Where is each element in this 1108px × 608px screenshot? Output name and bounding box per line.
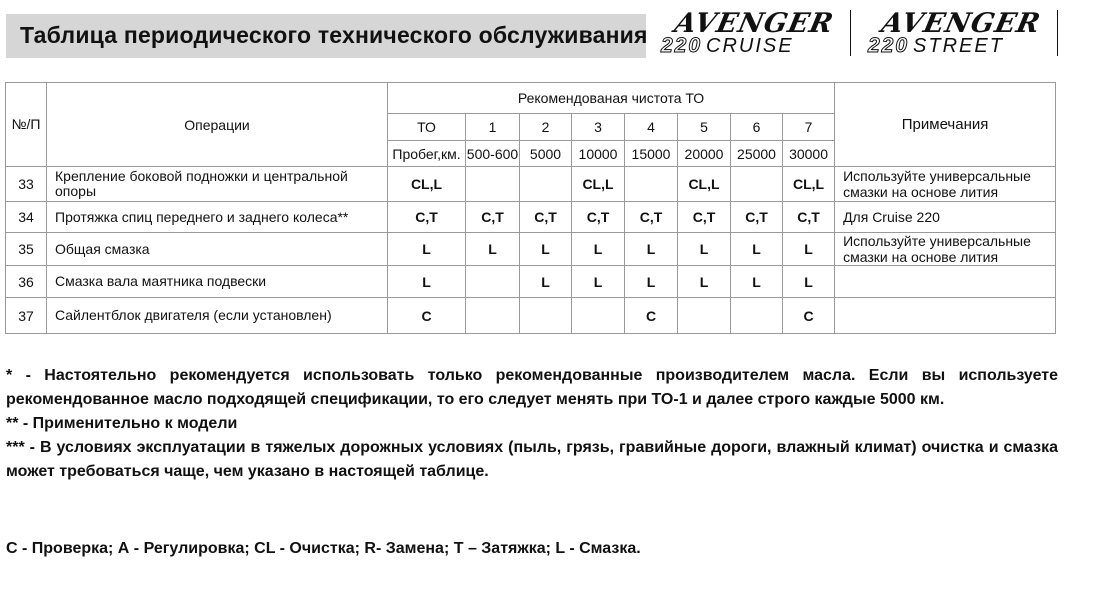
mark-cell: L [783, 233, 835, 266]
header-row [6, 83, 1056, 114]
service-number-cell: 7 [783, 114, 835, 141]
footnote-conditions: *** - В условиях эксплуатации в тяжелых дорожных условиях (пыль, грязь, гравийные дороги, влажный климат) очистка и смазка может требоваться чаще, чем указано в настоящей таблице. [6, 439, 1058, 480]
mark-cell: L [678, 266, 731, 298]
mark-cell: C,T [572, 202, 625, 233]
mark-cell [466, 266, 520, 298]
mark-cell: C,T [520, 202, 572, 233]
mark-cell: L [731, 233, 783, 266]
mark-cell: L [783, 266, 835, 298]
table-row [6, 266, 1056, 298]
note-cell: Для Cruise 220 [835, 202, 1056, 233]
mark-cell: C,T [731, 202, 783, 233]
footnotes [6, 364, 1058, 484]
col-operations-header: Операции [47, 83, 388, 167]
mark-cell: L [678, 233, 731, 266]
operation-name: Сайлентблок двигателя (если установлен) [47, 298, 388, 334]
operation-name: Крепление боковой подножки и центральной опоры [47, 167, 388, 202]
mark-cell: L [572, 266, 625, 298]
title-bar [6, 14, 646, 58]
mark-cell [466, 298, 520, 334]
footnote-model: ** - Применительно к модели [6, 415, 238, 432]
mark-cell: L [625, 233, 678, 266]
maintenance-table [5, 82, 1056, 334]
logo-avenger-cruise [655, 8, 845, 56]
service-number-cell: 2 [520, 114, 572, 141]
mileage-cell: Пробег,км. [388, 141, 466, 167]
logo-brand: AVENGER [878, 8, 1044, 39]
row-number: 36 [6, 266, 47, 298]
mark-cell: L [388, 266, 466, 298]
service-number-cell: 5 [678, 114, 731, 141]
mileage-cell: 5000 [520, 141, 572, 167]
row-number: 35 [6, 233, 47, 266]
mileage-cell: 10000 [572, 141, 625, 167]
service-number-cell: 3 [572, 114, 625, 141]
mark-cell: L [520, 266, 572, 298]
row-number: 33 [6, 167, 47, 202]
note-cell [835, 266, 1056, 298]
logo-divider [1057, 10, 1058, 56]
mark-cell: CL,L [783, 167, 835, 202]
service-number-cell: 4 [625, 114, 678, 141]
note-cell: Используйте универсальные смазки на основе лития [835, 167, 1056, 202]
col-frequency-header: Рекомендованая чистота ТО [388, 83, 835, 114]
mileage-cell: 20000 [678, 141, 731, 167]
note-cell: Используйте универсальные смазки на основе лития [835, 233, 1056, 266]
logo-model: CRUISE [706, 35, 794, 57]
mark-cell [572, 298, 625, 334]
col-no-header: №/П [6, 83, 47, 167]
mark-cell [731, 298, 783, 334]
mark-cell: C [625, 298, 678, 334]
mark-cell [625, 167, 678, 202]
mark-cell [678, 298, 731, 334]
abbreviation-legend: С - Проверка; А - Регулировка; CL - Очистка; R- Замена; Т – Затяжка; L - Смазка. [6, 540, 641, 557]
row-number: 37 [6, 298, 47, 334]
logo-model-line [661, 34, 794, 58]
operation-name: Смазка вала маятника подвески [47, 266, 388, 298]
mark-cell [520, 167, 572, 202]
mileage-cell: 15000 [625, 141, 678, 167]
footnote-oil: * - Настоятельно рекомендуется использовать только рекомендованные производителем масла. Если вы используете рекомендованное масло подходящей спецификации, то его следует менять при ТО-1 и далее строго каждые 5000 км. [6, 367, 1058, 408]
mark-cell: CL,L [678, 167, 731, 202]
logo-brand: AVENGER [671, 8, 837, 39]
col-notes-header: Примечания [835, 83, 1056, 167]
mark-cell: CL,L [388, 167, 466, 202]
mark-cell: C,T [466, 202, 520, 233]
table-row [6, 233, 1056, 266]
mark-cell: L [388, 233, 466, 266]
operation-name: Протяжка спиц переднего и заднего колеса** [47, 202, 388, 233]
mark-cell: L [520, 233, 572, 266]
mileage-cell: 25000 [731, 141, 783, 167]
logo-number: 220 [661, 34, 703, 57]
mark-cell: C,T [625, 202, 678, 233]
table-row [6, 298, 1056, 334]
logo-model: STREET [913, 35, 1004, 57]
logo-avenger-street [862, 8, 1052, 56]
mark-cell: L [625, 266, 678, 298]
mark-cell [731, 167, 783, 202]
mark-cell: L [572, 233, 625, 266]
mileage-cell: 30000 [783, 141, 835, 167]
mark-cell: C,T [783, 202, 835, 233]
row-number: 34 [6, 202, 47, 233]
mark-cell [520, 298, 572, 334]
logo-number: 220 [868, 34, 910, 57]
mark-cell: L [731, 266, 783, 298]
logo-model-line [868, 34, 1004, 58]
operation-name: Общая смазка [47, 233, 388, 266]
mark-cell: C,T [678, 202, 731, 233]
page-title: Таблица периодического технического обслуживания [20, 22, 648, 48]
service-number-cell: 1 [466, 114, 520, 141]
table-row [6, 202, 1056, 233]
logo-divider [850, 10, 851, 56]
table-row [6, 167, 1056, 202]
mark-cell [466, 167, 520, 202]
mark-cell: C [783, 298, 835, 334]
service-number-cell: 6 [731, 114, 783, 141]
note-cell [835, 298, 1056, 334]
mark-cell: L [466, 233, 520, 266]
mark-cell: CL,L [572, 167, 625, 202]
service-number-cell: ТО [388, 114, 466, 141]
mark-cell: C [388, 298, 466, 334]
mileage-cell: 500-600 [466, 141, 520, 167]
mark-cell: C,T [388, 202, 466, 233]
